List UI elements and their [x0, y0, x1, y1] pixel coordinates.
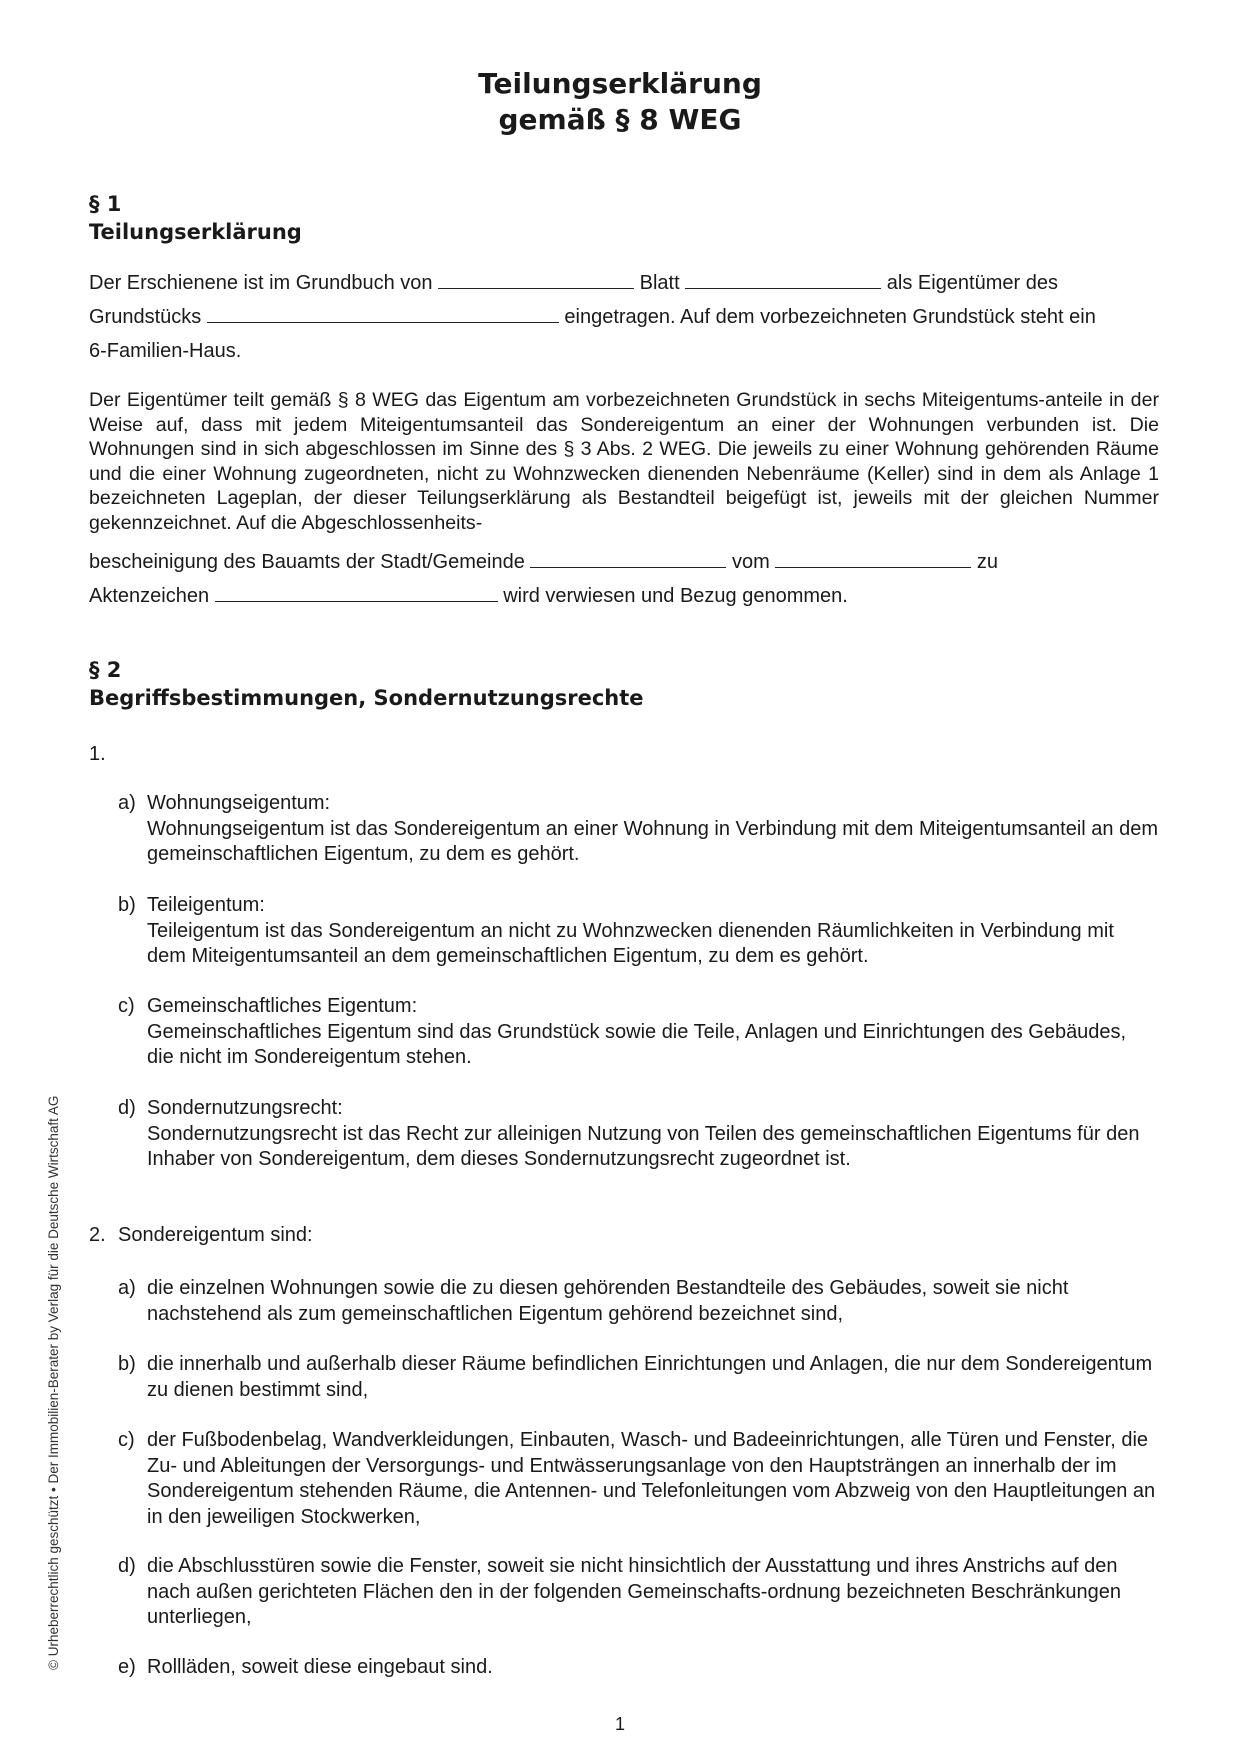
intro-text: Blatt	[639, 272, 680, 294]
section-1-intro	[89, 266, 1159, 368]
definition-label: d)	[118, 1097, 136, 1119]
definition-term: Sondernutzungsrecht:	[147, 1097, 343, 1119]
page-number: 1	[614, 1714, 625, 1734]
point-2	[89, 1223, 1129, 1249]
definition-text: Wohnungseigentum ist das Sondereigentum an einer Wohnung in Verbindung mit dem Miteigentumsanteil an dem gemeinschaftlichen Eigentum, zu dem es gehört.	[147, 817, 1158, 865]
item-label: e)	[118, 1656, 136, 1678]
point-2-label: 2.	[89, 1224, 106, 1246]
point-2-heading: Sondereigentum sind:	[118, 1224, 313, 1246]
intro-line-1	[89, 266, 1159, 300]
definition-c	[118, 994, 1158, 1071]
item-text: Rollläden, soweit diese eingebaut sind.	[147, 1656, 493, 1678]
definition-a	[118, 791, 1158, 868]
blank-grundstueck	[207, 304, 559, 323]
section-2-header	[89, 656, 1159, 712]
item-label: d)	[118, 1555, 136, 1577]
section-1-number: § 1	[89, 192, 122, 216]
definition-text: Teileigentum ist das Sondereigentum an nicht zu Wohnzwecken dienenden Räumlichkeiten in Verbindung mit dem Miteigentumsanteil an dem gemeinschaftlichen Eigentum, zu dem es gehört.	[147, 919, 1114, 967]
copyright-notice: © Urheberrechtlich geschützt • Der Immobilien-Berater by Verlag für die Deutsche Wirtschaft AG	[46, 1095, 61, 1670]
item-label: a)	[118, 1277, 136, 1299]
definition-label: a)	[118, 792, 136, 814]
item-text: der Fußbodenbelag, Wandverkleidungen, Einbauten, Wasch- und Badeeinrichtungen, alle Türen und Fenster, die Zu- und Ableitungen der Versorgungs- und Entwässerungsanlage von den Hauptsträngen an innerhalb der im Sondereigentum stehenden Räume, die Antennen- und Telefonleitungen vom Abzweig von den Hauptleitungen an in den jeweiligen Stockwerken,	[147, 1429, 1156, 1528]
section-1-header	[89, 190, 1159, 246]
item-text: die einzelnen Wohnungen sowie die zu diesen gehörenden Bestandteile des Gebäudes, soweit sie nicht nachstehend als zum gemeinschaftlichen Eigentum gehörend bezeichnet sind,	[147, 1277, 1069, 1325]
item-c	[118, 1428, 1158, 1530]
item-label: c)	[118, 1429, 135, 1451]
closing-text: bescheinigung des Bauamts der Stadt/Gemeinde	[89, 551, 525, 573]
section-2-heading: Begriffsbestimmungen, Sondernutzungsrechte	[89, 686, 644, 710]
item-text: die Abschlusstüren sowie die Fenster, soweit sie nicht hinsichtlich der Ausstattung und ihres Anstrichs auf den nach außen gerichteten Flächen den in der folgenden Gemeinschafts-ordnung bezeichneten Beschränkungen unterliegen,	[147, 1555, 1121, 1628]
section-1-closing	[89, 545, 1159, 613]
blank-datum	[775, 549, 971, 568]
item-label: b)	[118, 1353, 136, 1375]
definition-text: Sondernutzungsrecht ist das Recht zur alleinigen Nutzung von Teilen des gemeinschaftlichen Eigentums für den Inhaber von Sondereigentum, dem dieses Sondernutzungsrecht zugeordnet ist.	[147, 1122, 1140, 1170]
closing-line-1	[89, 545, 1159, 579]
blank-grundbuch	[438, 270, 634, 289]
title-line-2: gemäß § 8 WEG	[498, 103, 742, 136]
document-title	[0, 66, 1240, 138]
definition-label: c)	[118, 995, 135, 1017]
closing-text: zu	[976, 551, 999, 573]
blank-blatt	[685, 270, 881, 289]
blank-gemeinde	[530, 549, 726, 568]
closing-text: Aktenzeichen	[89, 585, 210, 607]
definition-term: Teileigentum:	[147, 894, 265, 916]
definition-d	[118, 1096, 1158, 1173]
intro-text: Der Erschienene ist im Grundbuch von	[89, 272, 433, 294]
definition-term: Gemeinschaftliches Eigentum:	[147, 995, 418, 1017]
section-1-paragraph: Der Eigentümer teilt gemäß § 8 WEG das Eigentum am vorbezeichneten Grundstück in sechs Miteigentums-anteile in der Weise auf, dass mit jedem Miteigentumsanteil das Sondereigentum an einer der Wohnungen verbunden ist. Die Wohnungen sind in sich abgeschlossen im Sinne des § 3 Abs. 2 WEG. Die jeweils zu einer Wohnung gehörenden Räume und die einer Wohnung zugeordneten, nicht zu Wohnzwecken dienenden Nebenräume (Keller) sind in dem als Anlage 1 bezeichneten Lageplan, der dieser Teilungserklärung als Bestandteil beigefügt ist, jeweils mit der gleichen Nummer gekennzeichnet. Auf die Abgeschlossenheits-	[89, 389, 1159, 534]
section-1-body	[89, 388, 1159, 535]
item-e	[118, 1655, 1158, 1681]
intro-line-2	[89, 300, 1159, 334]
definition-text: Gemeinschaftliches Eigentum sind das Grundstück sowie die Teile, Anlagen und Einrichtungen des Gebäudes, die nicht im Sondereigentum stehen.	[147, 1020, 1127, 1068]
definition-term: Wohnungseigentum:	[147, 792, 331, 814]
closing-line-2	[89, 579, 1159, 613]
intro-text: als Eigentümer des	[886, 272, 1058, 294]
intro-text: Grundstücks	[89, 306, 202, 328]
title-line-1: Teilungserklärung	[478, 67, 762, 100]
section-2-number: § 2	[89, 658, 122, 682]
definition-b	[118, 893, 1158, 970]
closing-text: wird verwiesen und Bezug genommen.	[503, 585, 848, 607]
item-b	[118, 1352, 1158, 1403]
definition-label: b)	[118, 894, 136, 916]
item-text: die innerhalb und außerhalb dieser Räume befindlichen Einrichtungen und Anlagen, die nur dem Sondereigentum zu dienen bestimmt sind,	[147, 1353, 1153, 1401]
blank-aktenzeichen	[215, 583, 498, 602]
section-1-heading: Teilungserklärung	[89, 220, 302, 244]
item-a	[118, 1276, 1158, 1327]
item-d	[118, 1554, 1158, 1631]
closing-text: vom	[731, 551, 770, 573]
intro-text: eingetragen. Auf dem vorbezeichneten Grundstück steht ein	[564, 306, 1096, 328]
intro-line-3: 6-Familien-Haus.	[89, 340, 242, 362]
point-1-label: 1.	[89, 743, 106, 765]
